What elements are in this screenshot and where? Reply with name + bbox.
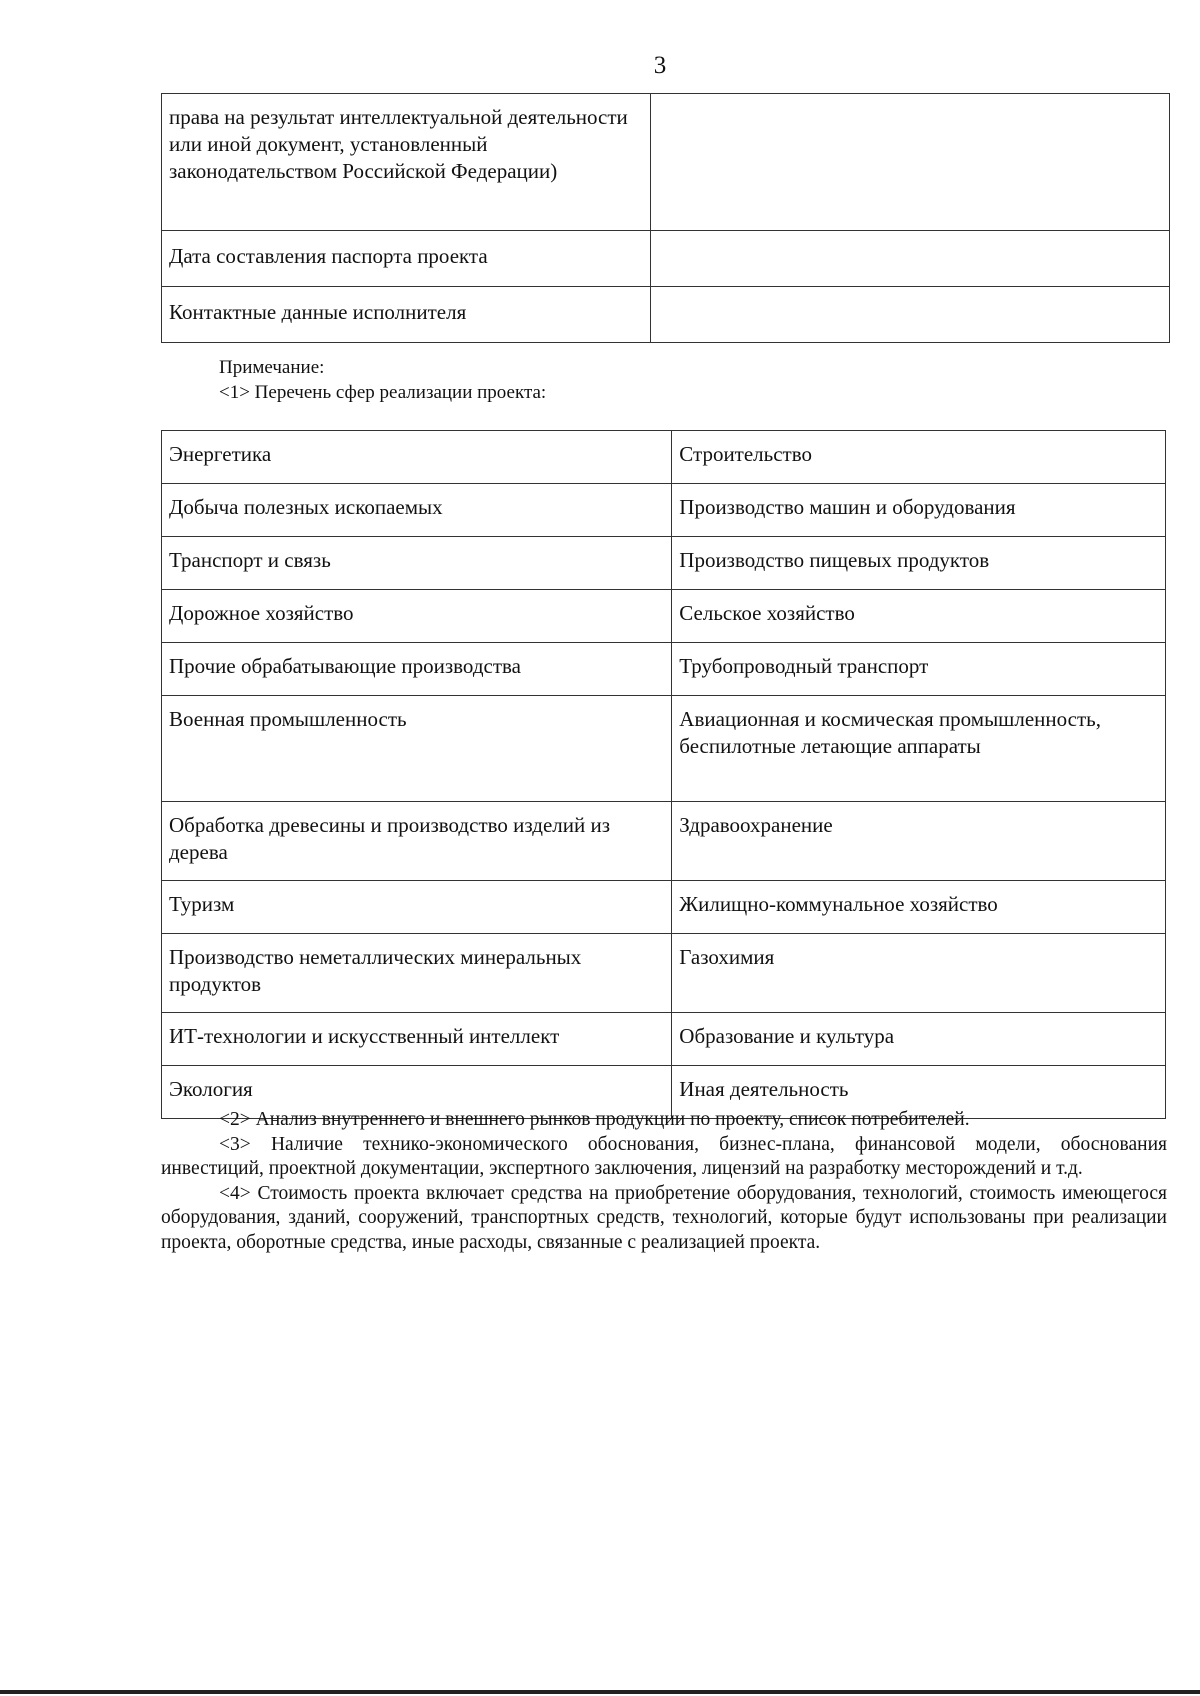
table-row	[162, 537, 1166, 590]
footnote-4: <4> Стоимость проекта включает средства на приобретение оборудования, технологий, стоимость имеющегося оборудования, зданий, сооружений, транспортных средств, технологий, которые будут использованы при реализации проекта, оборотные средства, иные расходы, связанные с реализацией проекта.	[161, 1182, 1167, 1253]
table-cell-value	[651, 94, 1170, 231]
table-cell: Туризм	[162, 881, 672, 934]
table-row	[162, 431, 1166, 484]
table-cell-value	[651, 287, 1170, 343]
table-cell: Добыча полезных ископаемых	[162, 484, 672, 537]
table-row	[162, 802, 1166, 881]
table-cell: Прочие обрабатывающие производства	[162, 643, 672, 696]
table-cell: Авиационная и космическая промышленность, беспилотные летающие аппараты	[672, 696, 1166, 802]
footnotes	[161, 1108, 1167, 1255]
table-cell: Дорожное хозяйство	[162, 590, 672, 643]
table-cell: Обработка древесины и производство изделий из дерева	[162, 802, 672, 881]
table-row	[162, 590, 1166, 643]
table-cell: Военная промышленность	[162, 696, 672, 802]
page-number: 3	[653, 52, 667, 79]
table-cell: Производство пищевых продуктов	[672, 537, 1166, 590]
table-cell: Экология	[162, 1066, 672, 1119]
table-cell-value	[651, 231, 1170, 287]
table-cell: Сельское хозяйство	[672, 590, 1166, 643]
table-cell-label: Контактные данные исполнителя	[162, 287, 651, 343]
table-row	[162, 231, 1170, 287]
table-cell: Транспорт и связь	[162, 537, 672, 590]
table-row	[162, 643, 1166, 696]
table-cell: Строительство	[672, 431, 1166, 484]
table-row	[162, 881, 1166, 934]
table-cell: Жилищно-коммунальное хозяйство	[672, 881, 1166, 934]
note-title: Примечание:	[219, 357, 325, 378]
scan-edge-rule	[0, 1690, 1200, 1694]
table-row	[162, 287, 1170, 343]
table-cell: Образование и культура	[672, 1013, 1166, 1066]
table-row	[162, 934, 1166, 1013]
table-cell: ИТ-технологии и искусственный интеллект	[162, 1013, 672, 1066]
table-row	[162, 1013, 1166, 1066]
table-cell-label: Дата составления паспорта проекта	[162, 231, 651, 287]
table-cell: Производство машин и оборудования	[672, 484, 1166, 537]
note-item: <1> Перечень сфер реализации проекта:	[219, 382, 547, 403]
project-passport-table	[161, 93, 1170, 343]
table-cell: Трубопроводный транспорт	[672, 643, 1166, 696]
table-row	[162, 484, 1166, 537]
footnote-3: <3> Наличие технико-экономического обоснования, бизнес-плана, финансовой модели, обоснования инвестиций, проектной документации, экспертного заключения, лицензий на разработку месторождений и т.д.	[161, 1133, 1167, 1179]
table-cell: Газохимия	[672, 934, 1166, 1013]
footnote-2: <2> Анализ внутреннего и внешнего рынков продукции по проекту, список потребителей.	[219, 1109, 970, 1130]
table-cell: Энергетика	[162, 431, 672, 484]
project-spheres-table	[161, 430, 1166, 1119]
table-cell: Иная деятельность	[672, 1066, 1166, 1119]
table-cell: Здравоохранение	[672, 802, 1166, 881]
table-row	[162, 94, 1170, 231]
table-cell: Производство неметаллических минеральных продуктов	[162, 934, 672, 1013]
table-cell-label: права на результат интеллектуальной деятельности или иной документ, установленный законодательством Российской Федерации)	[162, 94, 651, 231]
table-row	[162, 696, 1166, 802]
